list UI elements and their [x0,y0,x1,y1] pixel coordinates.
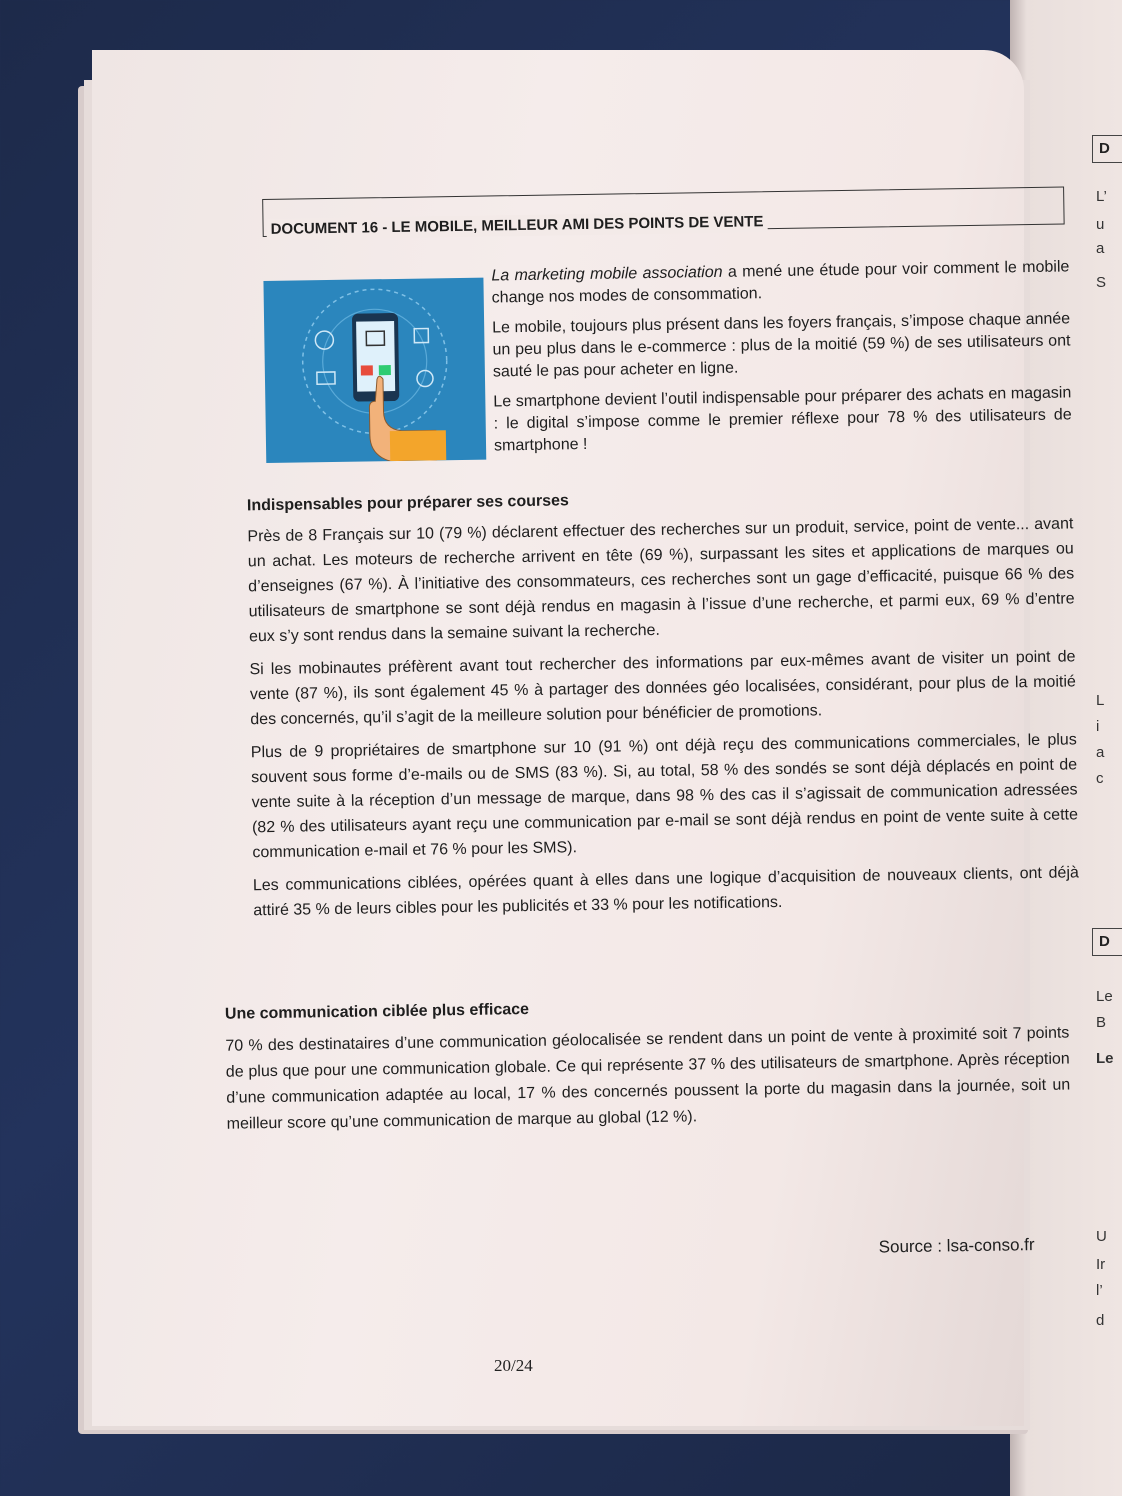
next-page-fragment: Le [1096,1050,1114,1067]
intro-paragraph [491,256,1070,309]
paragraph-text: a mené une étude pour voir comment le mobile change nos modes de consommation. [491,258,1070,307]
page-content [202,176,1079,1257]
next-page-fragment: L’ [1096,188,1107,205]
next-page-fragment: B [1096,1014,1107,1031]
next-page-fragment: Le [1096,988,1113,1005]
document-title: DOCUMENT 16 - LE MOBILE, MEILLEUR AMI DES POINTS DE VENTE [266,211,767,240]
body-paragraph: Près de 8 Français sur 10 (79 %) déclarent effectuer des recherches sur un produit, service, point de vente... avant un achat. Les moteurs de recherche arrivent en tête (69 %), surpassant les sites et applications de marques ou d’enseignes (67 %). À l’initiative des consommateurs, ces recherches sont un gage d’efficacité, puisque 66 % des utilisateurs de smartphone se sont déjà rendus en magasin à l’issue d’une recherche, et parmi eux, 69 % d’entre eux s’y sont rendus dans la semaine suivant la recherche. [247,515,1075,646]
body-paragraph: Plus de 9 propriétaires de smartphone sur 10 (91 %) ont déjà reçu des communications commerciales, le plus souvent sous forme d’e-mails ou de SMS (83 %). Si, au total, 58 % des sondés se sont déjà déplacés en point de vente suite à la réception d’un message de marque, dans 98 % des cas il s’agissait de communication adressées (82 % des utilisateurs ayant reçu une communication par e-mail se sont déjà rendus en point de vente suite à cette communication e-mail et 76 % pour les SMS). [250,731,1079,862]
next-page-fragment: u [1096,216,1105,233]
intro-paragraph: Le smartphone devient l’outil indispensable pour préparer des achats en magasin : le digital s’impose comme le premier réflexe pour 78 % des utilisateurs de smartphone ! [493,384,1072,455]
intro-text [491,256,1072,465]
body-paragraph: Si les mobinautes préfèrent avant tout rechercher des informations par eux-mêmes avant de visiter un point de vente (87 %), ils sont également 45 % à partager des données géo localisées, considérant, pour plus de la moitié des concernés, qu’il s’agit de la meilleure solution pour bénéficier de promotions. [249,648,1076,729]
next-page-fragment: S [1096,274,1107,291]
document-page [92,50,1079,1426]
next-page-fragment: a [1096,240,1105,257]
next-page-fragment: Ir [1096,1256,1106,1273]
source-citation: Source : lsa-conso.fr [878,1235,1035,1257]
next-page-fragment: i [1096,718,1100,735]
smartphone-hand-icon [263,278,486,463]
next-page-fragment: L [1096,692,1105,709]
next-page-fragment: U [1096,1228,1107,1245]
next-page-doc-box-bottom: D [1092,928,1122,956]
section-heading: Indispensables pour préparer ses courses [246,492,569,515]
body-paragraph: Les communications ciblées, opérées quant à elles dans une logique d’acquisition de nouveaux clients, ont déjà attiré 35 % de leurs cibles pour les publicités et 33 % pour les notifications. [252,864,1079,920]
next-page-fragment: l’ [1096,1282,1103,1299]
section-communication-ciblee [225,988,1071,1137]
section-heading: Une communication ciblée plus efficace [224,1000,530,1023]
italic-text: La marketing mobile association [491,263,723,285]
next-page-fragment: a [1096,744,1105,761]
intro-paragraph: Le mobile, toujours plus présent dans les foyers français, s’impose chaque année un peu plus dans le e-commerce : plus de la moitié (59 %) de ses utilisateurs ont sauté le pas pour acheter en ligne. [492,310,1071,381]
page-number: 20/24 [494,1356,533,1375]
section-indispensables [247,480,1080,931]
next-page-fragment: c [1096,770,1104,787]
body-paragraph: 70 % des destinataires d’une communication géolocalisée se rendent dans un point de vente à proximité soit 7 points de plus que pour une communication globale. Ce qui représente 37 % des utilisateurs de smartphone. Après réception d’une communication adaptée au local, 17 % des concernés poussent la porte du magasin dans la journée, soit un meilleur score qu’une communication de marque au global (12 %). [225,1024,1071,1133]
next-page-doc-box-top: D [1092,135,1122,163]
smartphone-shopping-illustration [263,278,486,463]
next-page-fragment: d [1096,1312,1105,1329]
